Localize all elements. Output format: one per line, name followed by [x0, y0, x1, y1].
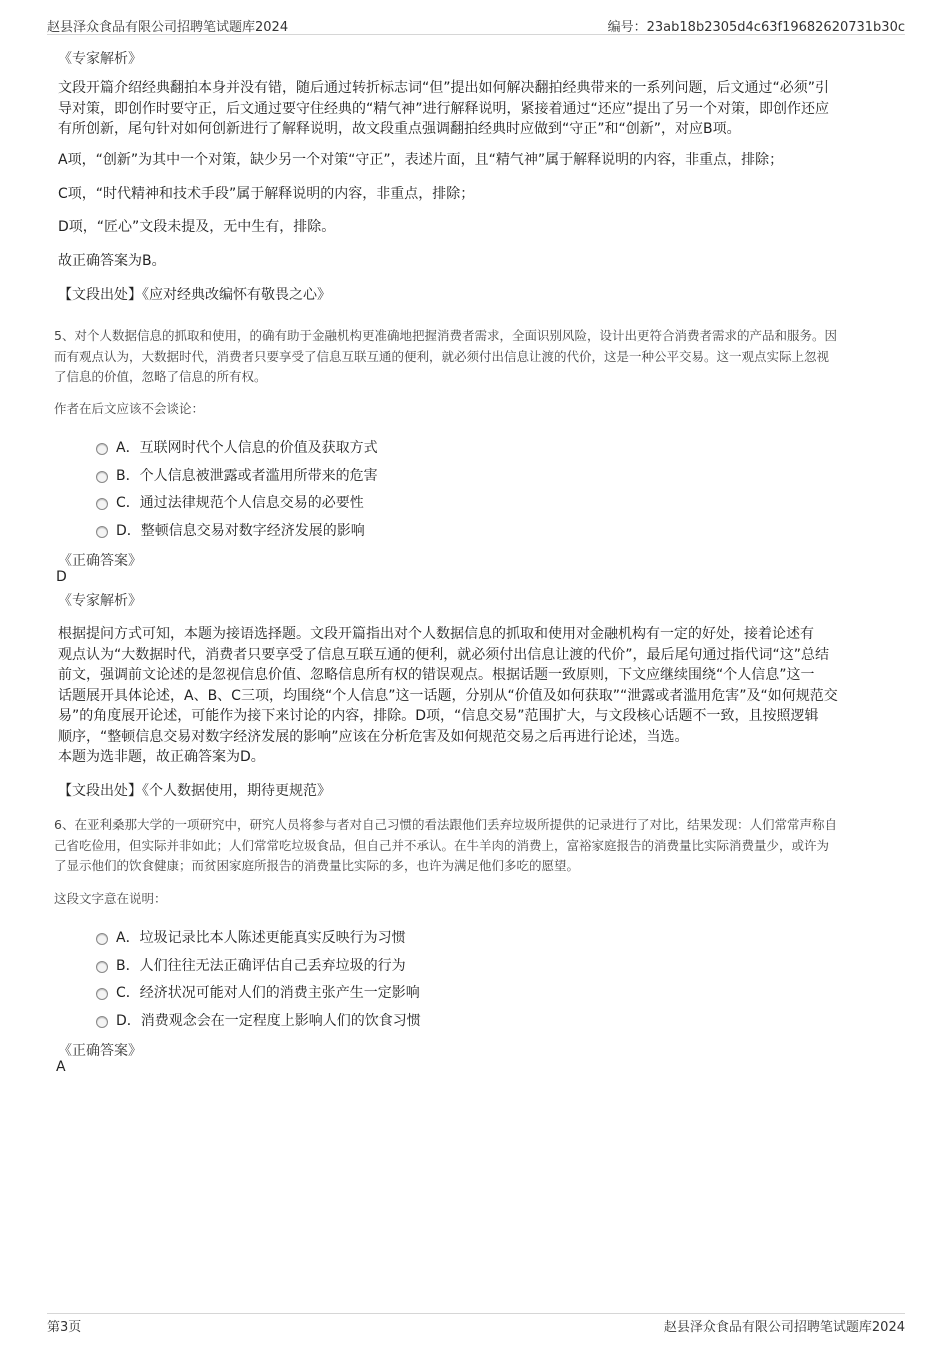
analysis-line: 易”的角度展开论述，可能作为接下来讨论的内容，排除。D项，“信息交易”范围扩大，与文段核心话题不一致，且按照逻辑 [58, 708, 819, 724]
analysis-line: 导对策，即创作时要守正，后文通过要守住经典的“精气神”进行解释说明，紧接着通过“还应”提出了另一个对策，即创作还应 [58, 100, 830, 117]
conclusion-text: 故正确答案为B。 [58, 253, 166, 269]
analysis-line: 顺序，“整顿信息交易对数字经济发展的影响”应该在分析危害及如何规范交易之后再进行论述，当选。 [58, 728, 689, 745]
option-c-label[interactable]: C．经济状况可能对人们的消费主张产生一定影响 [116, 985, 420, 1001]
option-b-label[interactable]: B．人们往往无法正确评估自己丢弃垃圾的行为 [116, 958, 406, 974]
option-c-analysis: C项，“时代精神和技术手段”属于解释说明的内容，非重点，排除； [58, 186, 475, 202]
radio-option-c[interactable] [96, 498, 108, 510]
analysis-line: 有所创新，尾句针对如何创新进行了解释说明，故文段重点强调翻拍经典时应做到“守正”和“创新”，对应B项。 [58, 121, 741, 137]
stem-line: 6、在亚利桑那大学的一项研究中，研究人员将参与者对自己习惯的看法跟他们丢弃垃圾所提供的记录进行了对比，结果发现：人们常常声称自 [54, 817, 837, 832]
analysis-paragraph [58, 624, 838, 747]
option-a-analysis: A项，“创新”为其中一个对策，缺少另一个对策“守正”，表述片面，且“精气神”属于解释说明的内容，非重点，排除； [58, 152, 784, 168]
analysis-line: 文段开篇介绍经典翻拍本身并没有错，随后通过转折标志词“但”提出如何解决翻拍经典带来的一系列问题，后文通过“必须”引 [58, 80, 830, 96]
question-prompt: 作者在后文应该不会谈论： [54, 401, 205, 416]
option-d-label[interactable]: D．整顿信息交易对数字经济发展的影响 [116, 523, 365, 539]
radio-option-b[interactable] [96, 961, 108, 973]
question-stem [54, 815, 837, 877]
page-number: 第3页 [47, 1320, 82, 1335]
radio-option-a[interactable] [96, 443, 108, 455]
expert-analysis-label: 《专家解析》 [58, 51, 142, 67]
option-d-analysis: D项，“匠心”文段未提及，无中生有，排除。 [58, 219, 336, 235]
question-prompt: 这段文字意在说明： [54, 891, 167, 906]
option-d-label[interactable]: D．消费观念会在一定程度上影响人们的饮食习惯 [116, 1013, 421, 1029]
page-footer [47, 1313, 905, 1336]
radio-option-d[interactable] [96, 1016, 108, 1028]
header-title: 赵县泽众食品有限公司招聘笔试题库2024 [47, 20, 289, 35]
option-a-label[interactable]: A．垃圾记录比本人陈述更能真实反映行为习惯 [116, 930, 406, 946]
correct-answer-value: A [56, 1059, 66, 1075]
correct-answer-label: 《正确答案》 [58, 1043, 142, 1059]
option-c-label[interactable]: C．通过法律规范个人信息交易的必要性 [116, 495, 364, 511]
analysis-line: 观点认为“大数据时代，消费者只要享受了信息互联互通的便利，就必须付出信息让渡的代价”，最后尾句通过指代词“这”总结 [58, 646, 830, 663]
analysis-line: 根据提问方式可知，本题为接语选择题。文段开篇指出对个人数据信息的抓取和使用对金融机构有一定的好处，接着论述有 [58, 626, 814, 642]
page-header [47, 14, 905, 35]
option-b-label[interactable]: B．个人信息被泄露或者滥用所带来的危害 [116, 468, 378, 484]
correct-answer-label: 《正确答案》 [58, 553, 142, 569]
source-citation: 【文段出处】《应对经典改编怀有敬畏之心》 [58, 287, 331, 303]
radio-option-d[interactable] [96, 526, 108, 538]
radio-option-b[interactable] [96, 471, 108, 483]
radio-option-c[interactable] [96, 988, 108, 1000]
correct-answer-value: D [56, 569, 67, 585]
stem-line: 己省吃俭用，但实际并非如此；人们常常吃垃圾食品，但自己并不承认。在牛羊肉的消费上，富裕家庭报告的消费量比实际消费量少，或许为 [54, 837, 830, 853]
stem-line: 了信息的价值，忽略了信息的所有权。 [54, 369, 267, 384]
stem-line: 了显示他们的饮食健康；而贫困家庭所报告的消费量比实际的多，也许为满足他们多吃的愿望。 [54, 858, 580, 873]
header-doc-id: 编号：23ab18b2305d4c63f19682620731b30c [607, 20, 905, 35]
source-citation: 【文段出处】《个人数据使用，期待更规范》 [58, 783, 331, 799]
analysis-line: 前文，强调前文论述的是忽视信息价值、忽略信息所有权的错误观点。根据话题一致原则，下文应继续围绕“个人信息”这一 [58, 667, 815, 683]
stem-line: 而有观点认为，大数据时代，消费者只要享受了信息互联互通的便利，就必须付出信息让渡的代价，这是一种公平交易。这一观点实际上忽视 [54, 348, 830, 364]
expert-analysis-label: 《专家解析》 [58, 593, 142, 609]
stem-line: 5、对个人数据信息的抓取和使用，的确有助于金融机构更准确地把握消费者需求，全面识别风险，设计出更符合消费者需求的产品和服务。因 [54, 328, 837, 343]
question-stem [54, 326, 837, 388]
analysis-line: 话题展开具体论述，A、B、C三项，均围绕“个人信息”这一话题，分别从“价值及如何获取”“泄露或者滥用危害”及“如何规范交 [58, 687, 838, 704]
conclusion-text: 本题为选非题，故正确答案为D。 [58, 749, 265, 765]
footer-title: 赵县泽众食品有限公司招聘笔试题库2024 [663, 1320, 905, 1335]
analysis-paragraph [58, 78, 829, 140]
radio-option-a[interactable] [96, 933, 108, 945]
option-a-label[interactable]: A．互联网时代个人信息的价值及获取方式 [116, 440, 378, 456]
